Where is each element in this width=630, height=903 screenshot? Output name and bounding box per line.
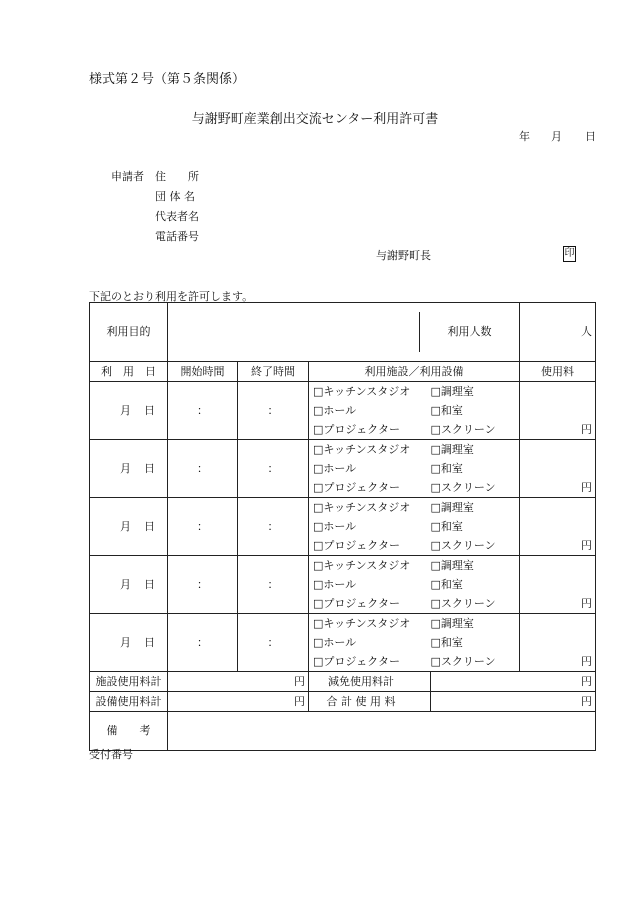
start-time-cell[interactable]: ：	[168, 498, 238, 556]
use-date-cell[interactable]	[90, 440, 168, 498]
use-date-cell[interactable]	[90, 498, 168, 556]
remarks-label: 備 考	[90, 712, 168, 751]
use-date-cell[interactable]	[90, 614, 168, 672]
usage-block-row	[90, 382, 596, 402]
permit-table	[89, 302, 596, 751]
option-projector[interactable]: □プロジェクター	[309, 478, 431, 498]
facility-total-value[interactable]: 円	[168, 672, 309, 692]
month-label: 月	[120, 404, 131, 417]
option-kitchen-studio[interactable]: □キッチンスタジオ	[309, 498, 431, 518]
purpose-field[interactable]	[168, 303, 520, 362]
applicant-address-label: 住 所	[155, 170, 199, 183]
end-time-cell[interactable]: ：	[238, 556, 309, 614]
use-date-cell[interactable]	[90, 382, 168, 440]
people-label: 利用人数	[447, 325, 492, 338]
purpose-label: 利用目的	[90, 303, 168, 362]
header-fee: 使用料	[520, 362, 596, 382]
option-cooking-room[interactable]: □調理室	[431, 382, 520, 402]
option-japanese-room[interactable]: □和室	[431, 517, 520, 536]
start-time-cell[interactable]: ：	[168, 614, 238, 672]
option-projector[interactable]: □プロジェクター	[309, 652, 431, 672]
option-hall[interactable]: □ホール	[309, 401, 431, 420]
day-label: 日	[144, 404, 155, 417]
month-label: 月	[120, 462, 131, 475]
usage-block-row	[90, 614, 596, 634]
option-kitchen-studio[interactable]: □キッチンスタジオ	[309, 440, 431, 460]
end-time-cell[interactable]: ：	[238, 498, 309, 556]
option-screen[interactable]: □スクリーン	[431, 478, 520, 498]
option-hall[interactable]: □ホール	[309, 575, 431, 594]
equipment-total-label: 設備使用料計	[90, 692, 168, 712]
end-time-cell[interactable]: ：	[238, 614, 309, 672]
end-time-cell[interactable]: ：	[238, 440, 309, 498]
use-date-cell[interactable]	[90, 556, 168, 614]
option-japanese-room[interactable]: □和室	[431, 401, 520, 420]
option-japanese-room[interactable]: □和室	[431, 633, 520, 652]
date-year: 年	[519, 130, 530, 143]
usage-block-row	[90, 498, 596, 518]
date-day: 日	[585, 130, 596, 143]
receipt-number-label: 受付番号	[89, 748, 133, 761]
option-screen[interactable]: □スクリーン	[431, 594, 520, 614]
option-cooking-room[interactable]: □調理室	[431, 440, 520, 460]
fee-cell[interactable]: 円	[520, 382, 596, 440]
intro-text: 下記のとおり利用を許可します。	[89, 290, 254, 303]
grand-total-label: 合 計 使 用 料	[309, 692, 431, 712]
document-title: 与謝野町産業創出交流センター利用許可書	[191, 112, 439, 127]
option-projector[interactable]: □プロジェクター	[309, 420, 431, 440]
applicant-heading: 申請者	[111, 170, 144, 183]
day-label: 日	[144, 520, 155, 533]
option-screen[interactable]: □スクリーン	[431, 420, 520, 440]
option-screen[interactable]: □スクリーン	[431, 652, 520, 672]
option-cooking-room[interactable]: □調理室	[431, 614, 520, 634]
fee-cell[interactable]: 円	[520, 614, 596, 672]
month-label: 月	[120, 578, 131, 591]
month-label: 月	[120, 636, 131, 649]
applicant-representative-label: 代表者名	[155, 210, 199, 223]
header-end-time: 終了時間	[238, 362, 309, 382]
remarks-field[interactable]	[168, 712, 596, 751]
purpose-value[interactable]	[168, 312, 420, 352]
grand-total-value[interactable]: 円	[431, 692, 596, 712]
usage-block-row	[90, 440, 596, 460]
fee-cell[interactable]: 円	[520, 556, 596, 614]
start-time-cell[interactable]: ：	[168, 382, 238, 440]
mayor-label: 与謝野町長	[376, 249, 431, 262]
day-label: 日	[144, 462, 155, 475]
reduction-total-value[interactable]: 円	[431, 672, 596, 692]
option-projector[interactable]: □プロジェクター	[309, 536, 431, 556]
equipment-total-value[interactable]: 円	[168, 692, 309, 712]
option-hall[interactable]: □ホール	[309, 633, 431, 652]
month-label: 月	[120, 520, 131, 533]
option-screen[interactable]: □スクリーン	[431, 536, 520, 556]
day-label: 日	[144, 636, 155, 649]
date-month: 月	[551, 130, 562, 143]
option-japanese-room[interactable]: □和室	[431, 575, 520, 594]
option-kitchen-studio[interactable]: □キッチンスタジオ	[309, 382, 431, 402]
header-facility: 利用施設／利用設備	[309, 362, 520, 382]
option-cooking-room[interactable]: □調理室	[431, 498, 520, 518]
option-japanese-room[interactable]: □和室	[431, 459, 520, 478]
applicant-phone-label: 電話番号	[155, 230, 199, 243]
option-kitchen-studio[interactable]: □キッチンスタジオ	[309, 556, 431, 576]
fee-cell[interactable]: 円	[520, 440, 596, 498]
form-label: 様式第２号（第５条関係）	[89, 72, 246, 87]
end-time-cell[interactable]: ：	[238, 382, 309, 440]
fee-cell[interactable]: 円	[520, 498, 596, 556]
applicant-organization-label: 団 体 名	[155, 190, 195, 203]
header-use-date: 利 用 日	[90, 362, 168, 382]
start-time-cell[interactable]: ：	[168, 440, 238, 498]
option-cooking-room[interactable]: □調理室	[431, 556, 520, 576]
option-hall[interactable]: □ホール	[309, 517, 431, 536]
option-hall[interactable]: □ホール	[309, 459, 431, 478]
facility-total-label: 施設使用料計	[90, 672, 168, 692]
reduction-total-label: 減免使用料計	[309, 672, 431, 692]
usage-block-row	[90, 556, 596, 576]
header-start-time: 開始時間	[168, 362, 238, 382]
day-label: 日	[144, 578, 155, 591]
option-kitchen-studio[interactable]: □キッチンスタジオ	[309, 614, 431, 634]
people-unit: 人	[520, 303, 596, 362]
start-time-cell[interactable]: ：	[168, 556, 238, 614]
seal-mark: 印	[563, 246, 576, 262]
option-projector[interactable]: □プロジェクター	[309, 594, 431, 614]
